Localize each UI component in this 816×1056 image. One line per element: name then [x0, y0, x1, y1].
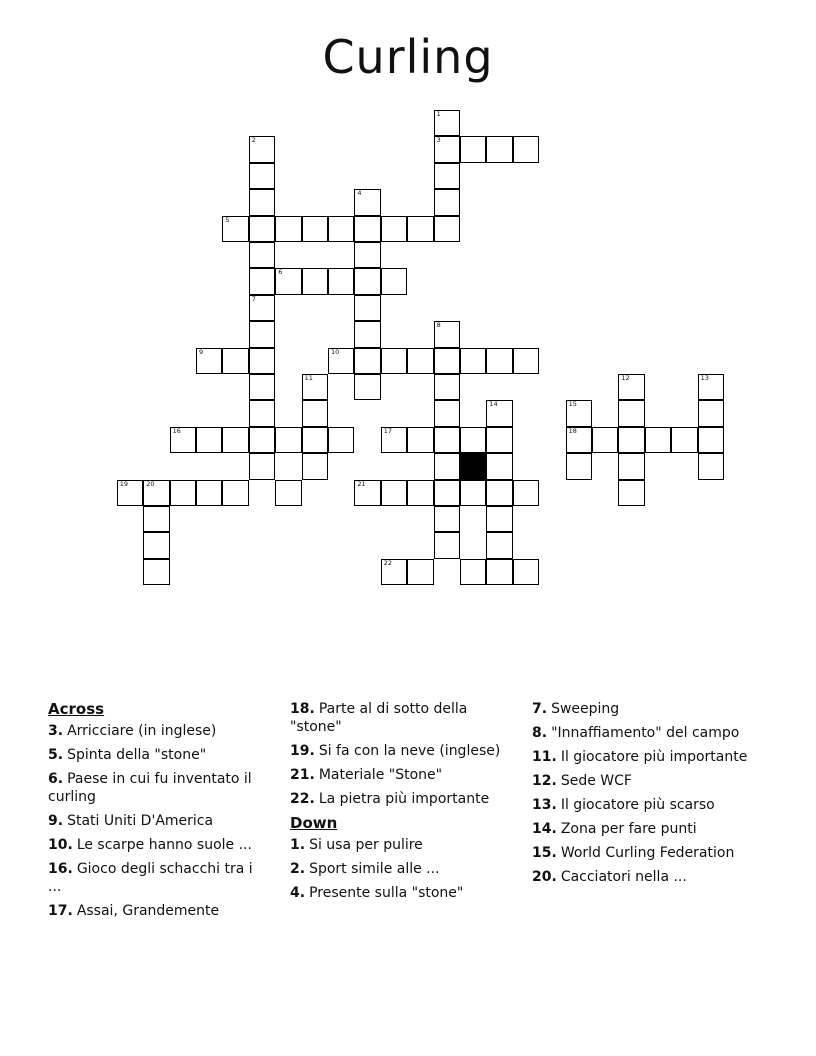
- clue-number: 9: [199, 347, 204, 356]
- grid-cell[interactable]: [249, 400, 275, 426]
- clue-number: 6: [278, 268, 283, 277]
- clue-number: 17: [383, 426, 393, 435]
- grid-cell[interactable]: [222, 348, 248, 374]
- grid-cell[interactable]: [354, 268, 380, 294]
- grid-cell[interactable]: [434, 480, 460, 506]
- grid-cell[interactable]: [170, 480, 196, 506]
- clue-number: 19: [119, 479, 129, 488]
- clue-number: 7: [251, 294, 256, 303]
- grid-cell[interactable]: [486, 348, 512, 374]
- clue-number: 4: [357, 189, 362, 198]
- grid-cell[interactable]: [513, 559, 539, 585]
- clue-number: 2: [251, 136, 256, 145]
- grid-cell[interactable]: [513, 480, 539, 506]
- clue-number: 5: [225, 215, 230, 224]
- grid-cell[interactable]: [434, 374, 460, 400]
- grid-cell[interactable]: [143, 506, 169, 532]
- grid-cell[interactable]: [434, 427, 460, 453]
- grid-cell[interactable]: [407, 480, 433, 506]
- grid-cell[interactable]: [328, 427, 354, 453]
- grid-cell[interactable]: [196, 480, 222, 506]
- grid-cell[interactable]: [354, 480, 380, 506]
- clue-down-13: 13. Il giocatore più scarso: [532, 797, 715, 813]
- grid-cell[interactable]: [302, 427, 328, 453]
- grid-cell[interactable]: [645, 427, 671, 453]
- clue-down-8: 8. "Innaffiamento" del campo: [532, 725, 740, 741]
- clue-down-12: 12. Sede WCF: [532, 773, 632, 789]
- grid-cell[interactable]: [434, 321, 460, 347]
- grid-cell[interactable]: [381, 427, 407, 453]
- grid-cell[interactable]: [434, 453, 460, 479]
- grid-cell[interactable]: [302, 216, 328, 242]
- grid-cell[interactable]: [460, 480, 486, 506]
- grid-cell[interactable]: [434, 400, 460, 426]
- grid-cell[interactable]: [618, 480, 644, 506]
- grid-cell[interactable]: [354, 321, 380, 347]
- grid-cell[interactable]: [249, 136, 275, 162]
- grid-cell[interactable]: [407, 216, 433, 242]
- grid-cell[interactable]: [143, 480, 169, 506]
- clue-across-6: 6. Paese in cui fu inventato il curling: [48, 771, 252, 805]
- clue-down-7: 7. Sweeping: [532, 701, 620, 717]
- puzzle-title: Curling: [322, 30, 494, 84]
- grid-cell[interactable]: [249, 189, 275, 215]
- grid-cell[interactable]: [434, 348, 460, 374]
- across-heading: Across: [48, 700, 105, 718]
- clues-column-1: [48, 700, 270, 926]
- clue-number: 15: [568, 400, 577, 409]
- grid-cell[interactable]: [170, 427, 196, 453]
- grid-cell[interactable]: [249, 453, 275, 479]
- grid-cell[interactable]: [486, 506, 512, 532]
- grid-cell[interactable]: [354, 374, 380, 400]
- grid-cell[interactable]: [354, 216, 380, 242]
- grid-cell[interactable]: [354, 189, 380, 215]
- grid-cell[interactable]: [407, 559, 433, 585]
- clue-number: 10: [331, 347, 340, 356]
- grid-cell[interactable]: [381, 480, 407, 506]
- clue-down-14: 14. Zona per fare punti: [532, 821, 697, 837]
- grid-cell[interactable]: [249, 268, 275, 294]
- clue-across-21: 21. Materiale "Stone": [290, 767, 443, 783]
- clue-across-17: 17. Assai, Grandemente: [48, 903, 220, 919]
- grid-cell[interactable]: [698, 427, 724, 453]
- clues-column-2: [290, 700, 514, 908]
- clue-number: 20: [146, 479, 155, 488]
- clue-across-16: 16. Gioco degli schacchi tra i ...: [48, 861, 253, 895]
- grid-cell[interactable]: [671, 427, 697, 453]
- clue-across-22: 22. La pietra più importante: [290, 791, 490, 807]
- grid-cell[interactable]: [460, 348, 486, 374]
- clue-down-4: 4. Presente sulla "stone": [290, 885, 464, 901]
- grid-cell[interactable]: [434, 136, 460, 162]
- clue-down-11: 11. Il giocatore più importante: [532, 749, 748, 765]
- grid-cell[interactable]: [486, 532, 512, 558]
- grid-cell[interactable]: [328, 268, 354, 294]
- clue-number: 11: [304, 374, 313, 382]
- grid-cell[interactable]: [354, 242, 380, 268]
- clue-number: 16: [172, 426, 181, 435]
- grid-cell[interactable]: [698, 453, 724, 479]
- grid-cell[interactable]: [592, 427, 618, 453]
- grid-cell[interactable]: [328, 216, 354, 242]
- clue-across-18: 18. Parte al di sotto della "stone": [290, 701, 468, 735]
- clue-down-20: 20. Cacciatori nella ...: [532, 869, 687, 885]
- grid-cell[interactable]: [196, 427, 222, 453]
- grid-cell[interactable]: [143, 532, 169, 558]
- grid-cell[interactable]: [434, 532, 460, 558]
- grid-cell[interactable]: [302, 374, 328, 400]
- grid-cell[interactable]: [249, 374, 275, 400]
- grid-cell[interactable]: [381, 268, 407, 294]
- grid-cell[interactable]: [302, 400, 328, 426]
- grid-cell[interactable]: [407, 427, 433, 453]
- grid-cell[interactable]: [566, 400, 592, 426]
- grid-cell[interactable]: [381, 216, 407, 242]
- grid-cell[interactable]: [486, 427, 512, 453]
- grid-cell[interactable]: [566, 427, 592, 453]
- grid-cell[interactable]: [698, 374, 724, 400]
- clue-across-9: 9. Stati Uniti D'America: [48, 813, 214, 829]
- grid-cell[interactable]: [407, 348, 433, 374]
- clues-column-3: [532, 700, 762, 892]
- grid-cell[interactable]: [143, 559, 169, 585]
- grid-cell[interactable]: [618, 453, 644, 479]
- clue-across-19: 19. Si fa con la neve (inglese): [290, 743, 501, 759]
- grid-cell[interactable]: [117, 480, 143, 506]
- clue-number: 1: [436, 110, 441, 118]
- grid-cell[interactable]: [354, 295, 380, 321]
- grid-cell[interactable]: [249, 242, 275, 268]
- black-cell: [460, 453, 486, 479]
- grid-cell[interactable]: [249, 163, 275, 189]
- grid-cell[interactable]: [513, 136, 539, 162]
- down-heading: Down: [290, 814, 338, 832]
- grid-cell[interactable]: [486, 559, 512, 585]
- clue-across-10: 10. Le scarpe hanno suole ...: [48, 837, 252, 853]
- clue-number: 8: [436, 321, 441, 330]
- grid-cell[interactable]: [222, 427, 248, 453]
- grid-cell[interactable]: [513, 348, 539, 374]
- grid-cell[interactable]: [460, 427, 486, 453]
- grid-cell[interactable]: [249, 321, 275, 347]
- grid-cell[interactable]: [434, 110, 460, 136]
- clue-number: 3: [436, 136, 441, 145]
- grid-cell[interactable]: [618, 400, 644, 426]
- grid-cell[interactable]: [302, 453, 328, 479]
- grid-cell[interactable]: [434, 163, 460, 189]
- grid-cell[interactable]: [434, 216, 460, 242]
- clue-number: 13: [700, 374, 709, 382]
- clue-number: 21: [357, 479, 366, 488]
- grid-cell[interactable]: [222, 480, 248, 506]
- grid-cell[interactable]: [275, 268, 301, 294]
- grid-cell[interactable]: [249, 216, 275, 242]
- grid-cell[interactable]: [249, 427, 275, 453]
- clue-number: 12: [621, 374, 630, 382]
- grid-cell[interactable]: [249, 348, 275, 374]
- grid-cell[interactable]: [381, 559, 407, 585]
- grid-cell[interactable]: [618, 427, 644, 453]
- grid-cell[interactable]: [566, 453, 592, 479]
- clue-across-5: 5. Spinta della "stone": [48, 747, 207, 763]
- clue-number: 22: [383, 558, 393, 567]
- grid-cell[interactable]: [328, 348, 354, 374]
- grid-cell[interactable]: [460, 136, 486, 162]
- grid-cell[interactable]: [381, 348, 407, 374]
- grid-cell[interactable]: [354, 348, 380, 374]
- clue-across-3: 3. Arricciare (in inglese): [48, 723, 217, 739]
- grid-cell[interactable]: [434, 506, 460, 532]
- grid-cell[interactable]: [249, 295, 275, 321]
- grid-cell[interactable]: [302, 268, 328, 294]
- clue-number: 14: [489, 400, 498, 409]
- grid-cell[interactable]: [275, 480, 301, 506]
- grid-cell[interactable]: [275, 427, 301, 453]
- grid-cell[interactable]: [486, 136, 512, 162]
- grid-cell[interactable]: [698, 400, 724, 426]
- clue-number: 18: [568, 426, 577, 435]
- grid-cell[interactable]: [434, 189, 460, 215]
- clue-down-1: 1. Si usa per pulire: [290, 837, 423, 853]
- grid-cell[interactable]: [618, 374, 644, 400]
- grid-cell[interactable]: [460, 559, 486, 585]
- grid-cell[interactable]: [222, 216, 248, 242]
- grid-cell[interactable]: [486, 453, 512, 479]
- grid-cell[interactable]: [196, 348, 222, 374]
- clue-down-2: 2. Sport simile alle ...: [290, 861, 440, 877]
- grid-cell[interactable]: [486, 480, 512, 506]
- grid-cell[interactable]: [275, 216, 301, 242]
- grid-cell[interactable]: [486, 400, 512, 426]
- clue-down-15: 15. World Curling Federation: [532, 845, 735, 861]
